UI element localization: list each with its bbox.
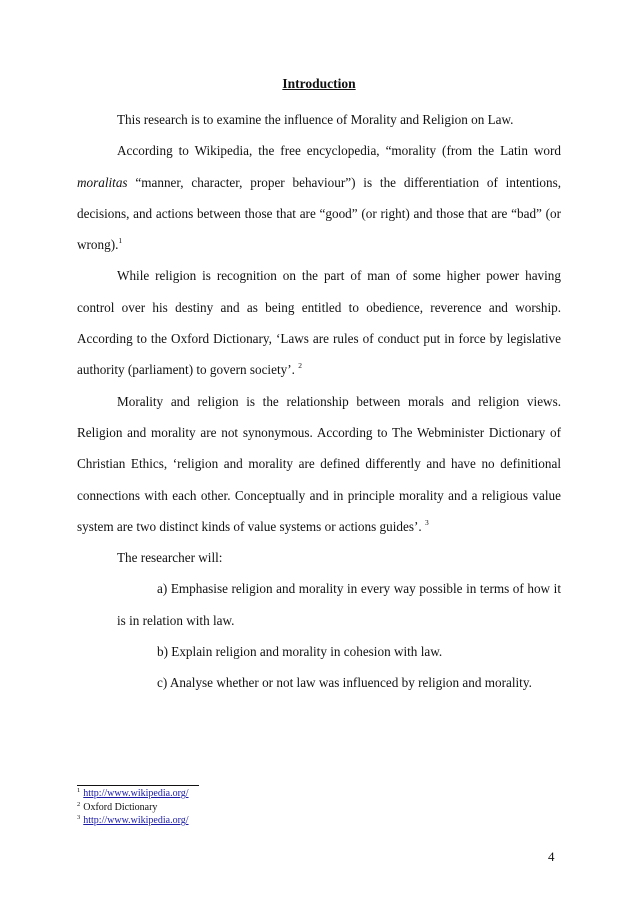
paragraph-4-text: Morality and religion is the relationship between morals and religion views. Religion and morality are not synonymous. According to The Webminister Dictionary of Christian Ethics, ‘religion and morality are defined differently and have no definitional connections with each other. Conceptually and in principle morality and a religious value system are two distinct kinds of value systems or actions guides’. [77, 393, 561, 534]
paragraph-2-text-a: According to Wikipedia, the free encyclopedia, “morality (from the Latin word [117, 143, 561, 159]
footnote-number: 1 [77, 787, 81, 794]
footnote-number: 3 [77, 814, 81, 821]
footnote-3 [77, 814, 189, 828]
list-item-c: c) Analyse whether or not law was influenced by religion and morality. [157, 675, 532, 691]
paragraph-2-italic-word: moralitas [77, 174, 128, 190]
page-heading [0, 76, 638, 92]
footnotes [77, 787, 189, 828]
footnote-ref-2[interactable]: 2 [298, 361, 302, 371]
footnote-number: 2 [77, 800, 81, 808]
footnote-link[interactable]: http://www.wikipedia.org/ [83, 815, 189, 826]
footnote-1 [77, 787, 189, 801]
paragraph-2 [77, 135, 561, 260]
list-item-a: a) Emphasise religion and morality in every way possible in terms of how it is in relation with law. [117, 581, 561, 628]
footnote-link[interactable]: http://www.wikipedia.org/ [83, 788, 189, 799]
list-item-b: b) Explain religion and morality in cohesion with law. [157, 644, 443, 660]
heading-text: Introduction [282, 76, 356, 91]
paragraph-3 [77, 260, 561, 385]
paragraph-4 [77, 386, 561, 542]
footnote-ref-3[interactable]: 3 [424, 517, 429, 527]
footnote-text: Oxford Dictionary [83, 801, 158, 813]
page-number: 4 [548, 849, 555, 864]
paragraph-2-text-b: “manner, character, proper behaviour”) is the differentiation of intentions, decisions, and actions between those that are “good” (or right) and those that are “bad” (or wrong). [77, 174, 561, 253]
paragraph-1: This research is to examine the influence of Morality and Religion on Law. [117, 112, 514, 127]
paragraph-3-text: While religion is recognition on the part of man of some higher power having control over his destiny and as being entitled to obedience, reverence and worship. According to the Oxford Dictionary, ‘Laws are rules of conduct put in force by legislative authority (parliament) to govern society’. [77, 268, 561, 378]
body-text [77, 104, 561, 699]
footnote-divider [77, 785, 199, 786]
paragraph-5: The researcher will: [117, 550, 223, 566]
footnote-ref-1[interactable]: 1 [118, 236, 123, 246]
footnote-2 [77, 801, 189, 815]
